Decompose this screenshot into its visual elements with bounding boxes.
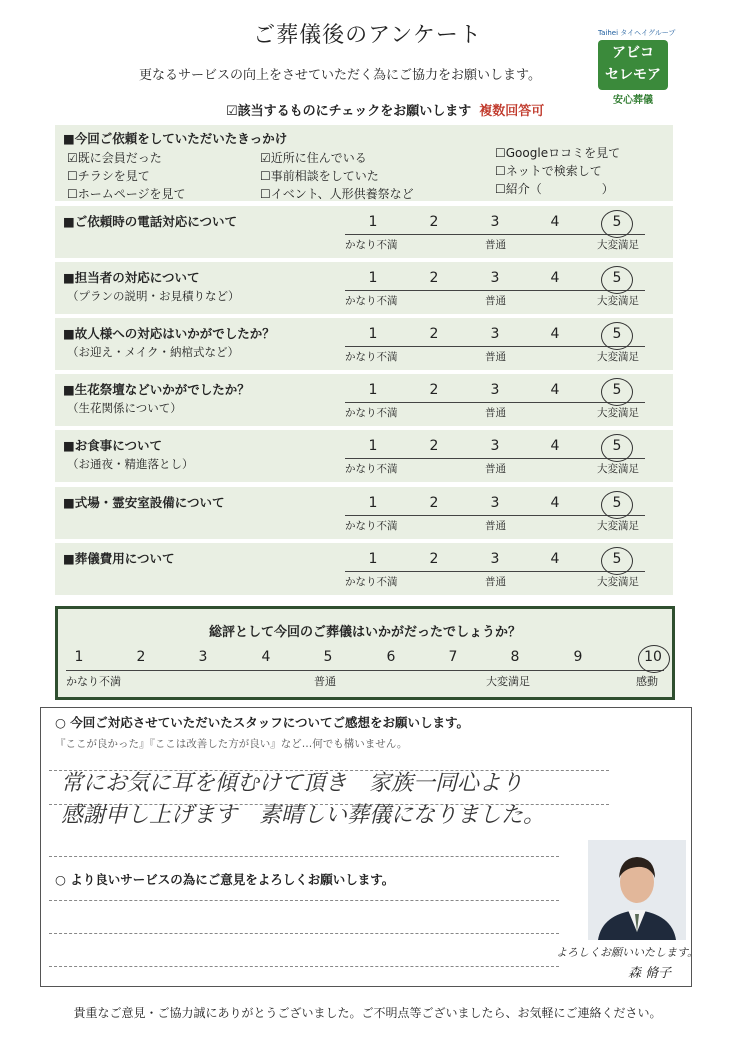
rating-option-5[interactable]: 5 — [612, 214, 622, 230]
rating-option-4[interactable]: 4 — [550, 438, 560, 454]
question-title: ■葬儀費用について — [63, 551, 175, 566]
overall-option-9[interactable]: 9 — [573, 649, 583, 665]
scale-label-low: かなり不満 — [345, 576, 398, 588]
question-row — [55, 487, 673, 539]
question-title: ■式場・霊安室設備について — [63, 495, 225, 510]
overall-scale — [66, 649, 666, 694]
overall-option-6[interactable]: 6 — [386, 649, 396, 665]
overall-label-10: 感動 — [636, 675, 658, 688]
scale-line — [345, 571, 645, 572]
question-subtitle: （お通夜・精進落とし） — [67, 457, 194, 471]
overall-section — [55, 606, 675, 700]
overall-option-2[interactable]: 2 — [136, 649, 146, 665]
rating-option-3[interactable]: 3 — [490, 438, 500, 454]
option-nearby[interactable]: ☑近所に住んでいる — [260, 151, 367, 165]
question-row — [55, 262, 673, 314]
opinion-line-1 — [49, 900, 559, 901]
scale-label-mid: 普通 — [485, 351, 506, 363]
option-referral[interactable]: ☐紹介（ ） — [495, 182, 614, 196]
rating-option-3[interactable]: 3 — [490, 495, 500, 511]
rating-option-4[interactable]: 4 — [550, 382, 560, 398]
instruction-row — [226, 100, 544, 119]
option-google[interactable]: ☐Googleロコミを見て — [495, 146, 621, 160]
logo-line1: アビコ — [612, 45, 654, 61]
question-title: ■故人様への対応はいかがでしたか？ — [63, 326, 275, 341]
rating-option-1[interactable]: 1 — [368, 495, 378, 511]
rating-option-5[interactable]: 5 — [612, 270, 622, 286]
rating-option-3[interactable]: 3 — [490, 270, 500, 286]
rating-option-4[interactable]: 4 — [550, 495, 560, 511]
overall-option-8[interactable]: 8 — [510, 649, 520, 665]
selected-answer-circle — [601, 322, 633, 350]
question-row — [55, 374, 673, 426]
instruction-text: ☑該当するものにチェックをお願いします — [226, 104, 472, 119]
staff-name: 森 脩子 — [628, 966, 672, 981]
scale-label-mid: 普通 — [485, 520, 506, 532]
scale-label-high: 大変満足 — [597, 463, 639, 475]
option-consultation[interactable]: ☐事前相談をしていた — [260, 169, 379, 183]
opinion-title: ○ より良いサービスの為にご意見をよろしくお願いします。 — [55, 872, 395, 887]
scale-label-high: 大変満足 — [597, 351, 639, 363]
rating-option-4[interactable]: 4 — [550, 270, 560, 286]
overall-selected-circle — [638, 645, 670, 673]
overall-option-10[interactable]: 10 — [644, 649, 662, 665]
scale-label-low: かなり不満 — [345, 407, 398, 419]
reason-section — [55, 125, 673, 201]
selected-answer-circle — [601, 547, 633, 575]
scale-label-mid: 普通 — [485, 407, 506, 419]
question-row — [55, 430, 673, 482]
rating-option-1[interactable]: 1 — [368, 551, 378, 567]
question-subtitle: （プランの説明・お見積りなど） — [67, 289, 240, 303]
question-title: ■お食事について — [63, 438, 163, 453]
rating-option-2[interactable]: 2 — [429, 382, 439, 398]
staff-greeting: よろしくお願いいたします。 — [556, 946, 699, 959]
logo-line2: セレモア — [605, 67, 661, 83]
scale-line — [345, 515, 645, 516]
overall-title: 総評として今回のご葬儀はいかがだったでしょうか？ — [208, 625, 521, 640]
handwritten-comment-1: 常にお気に耳を傾むけて頂き 家族一同心より — [61, 771, 524, 796]
question-title: ■生花祭壇などいかがでしたか？ — [63, 382, 250, 397]
rating-option-1[interactable]: 1 — [368, 270, 378, 286]
overall-option-3[interactable]: 3 — [198, 649, 208, 665]
rating-option-1[interactable]: 1 — [368, 326, 378, 342]
selected-answer-circle — [601, 378, 633, 406]
scale-label-high: 大変満足 — [597, 295, 639, 307]
page-subtitle: 更なるサービスの向上をさせていただく為にご協力をお願いします。 — [139, 68, 541, 83]
rating-option-2[interactable]: 2 — [429, 495, 439, 511]
scale-line — [345, 458, 645, 459]
scale-label-low: かなり不満 — [345, 351, 398, 363]
scale-label-mid: 普通 — [485, 295, 506, 307]
rating-option-2[interactable]: 2 — [429, 214, 439, 230]
question-subtitle: （お迎え・メイク・納棺式など） — [67, 345, 240, 359]
option-flyer[interactable]: ☐チラシを見て — [67, 169, 150, 183]
question-row — [55, 318, 673, 370]
rating-option-1[interactable]: 1 — [368, 214, 378, 230]
overall-option-4[interactable]: 4 — [261, 649, 271, 665]
scale-label-mid: 普通 — [485, 463, 506, 475]
logo-tagline: 安心葬儀 — [613, 95, 653, 106]
rating-option-2[interactable]: 2 — [429, 551, 439, 567]
rating-option-3[interactable]: 3 — [490, 214, 500, 230]
overall-option-5[interactable]: 5 — [323, 649, 333, 665]
scale-line — [345, 346, 645, 347]
staff-photo — [588, 840, 686, 940]
overall-label-8: 大変満足 — [486, 675, 530, 688]
handwritten-comment-2: 感謝申し上げます 素晴しい葬儀になりました。 — [61, 803, 546, 828]
scale-line — [345, 290, 645, 291]
rating-option-2[interactable]: 2 — [429, 270, 439, 286]
comment-hint: 『ここが良かった』『ここは改善した方が良い』など…何でも構いません。 — [55, 738, 408, 750]
question-row — [55, 206, 673, 258]
scale-label-high: 大変満足 — [597, 576, 639, 588]
page-title: ご葬儀後のアンケート — [253, 23, 482, 48]
scale-label-high: 大変満足 — [597, 407, 639, 419]
rating-option-4[interactable]: 4 — [550, 326, 560, 342]
rating-option-3[interactable]: 3 — [490, 551, 500, 567]
comment-line-3 — [49, 856, 559, 857]
scale-label-high: 大変満足 — [597, 520, 639, 532]
rating-option-3[interactable]: 3 — [490, 326, 500, 342]
overall-label-5: 普通 — [314, 675, 336, 688]
question-subtitle: （生花関係について） — [67, 401, 182, 415]
scale-label-mid: 普通 — [485, 576, 506, 588]
scale-label-low: かなり不満 — [345, 295, 398, 307]
option-web-search[interactable]: ☐ネットで検索して — [495, 164, 602, 178]
reason-title: ■今回ご依頼をしていただいたきっかけ — [63, 131, 288, 146]
rating-option-5[interactable]: 5 — [612, 551, 622, 567]
rating-option-5[interactable]: 5 — [612, 438, 622, 454]
selected-answer-circle — [601, 491, 633, 519]
rating-option-1[interactable]: 1 — [368, 438, 378, 454]
overall-label-1: かなり不満 — [66, 675, 121, 688]
company-logo — [598, 28, 676, 106]
option-member[interactable]: ☑既に会員だった — [67, 151, 162, 165]
rating-option-4[interactable]: 4 — [550, 214, 560, 230]
rating-option-5[interactable]: 5 — [612, 495, 622, 511]
rating-option-2[interactable]: 2 — [429, 438, 439, 454]
scale-line — [345, 402, 645, 403]
question-title: ■担当者の対応について — [63, 270, 200, 285]
scale-label-high: 大変満足 — [597, 239, 639, 251]
multi-answer-note: 複数回答可 — [479, 104, 545, 119]
footer-thanks: 貴重なご意見・ご協力誠にありがとうございました。ご不明点等ございましたら、お気軽にご連絡ください。 — [73, 1006, 662, 1020]
rating-option-1[interactable]: 1 — [368, 382, 378, 398]
scale-label-mid: 普通 — [485, 239, 506, 251]
rating-option-5[interactable]: 5 — [612, 326, 622, 342]
scale-label-low: かなり不満 — [345, 239, 398, 251]
rating-option-3[interactable]: 3 — [490, 382, 500, 398]
selected-answer-circle — [601, 266, 633, 294]
scale-label-low: かなり不満 — [345, 463, 398, 475]
selected-answer-circle — [601, 210, 633, 238]
question-row — [55, 543, 673, 595]
rating-option-5[interactable]: 5 — [612, 382, 622, 398]
option-event[interactable]: ☐イベント、人形供養祭など — [260, 187, 414, 201]
overall-scale-line — [66, 670, 664, 671]
overall-option-7[interactable]: 7 — [448, 649, 458, 665]
overall-option-1[interactable]: 1 — [74, 649, 84, 665]
scale-line — [345, 234, 645, 235]
question-title: ■ご依頼時の電話対応について — [63, 214, 238, 229]
comment-title: ○ 今回ご対応させていただいたスタッフについてご感想をお願いします。 — [55, 715, 470, 730]
rating-option-2[interactable]: 2 — [429, 326, 439, 342]
scale-label-low: かなり不満 — [345, 520, 398, 532]
logo-brand: Taihei タイヘイグループ — [598, 29, 676, 37]
option-homepage[interactable]: ☐ホームページを見て — [67, 187, 186, 201]
selected-answer-circle — [601, 434, 633, 462]
opinion-line-2 — [49, 933, 559, 934]
rating-option-4[interactable]: 4 — [550, 551, 560, 567]
opinion-line-3 — [49, 966, 559, 967]
logo-box — [598, 40, 668, 90]
